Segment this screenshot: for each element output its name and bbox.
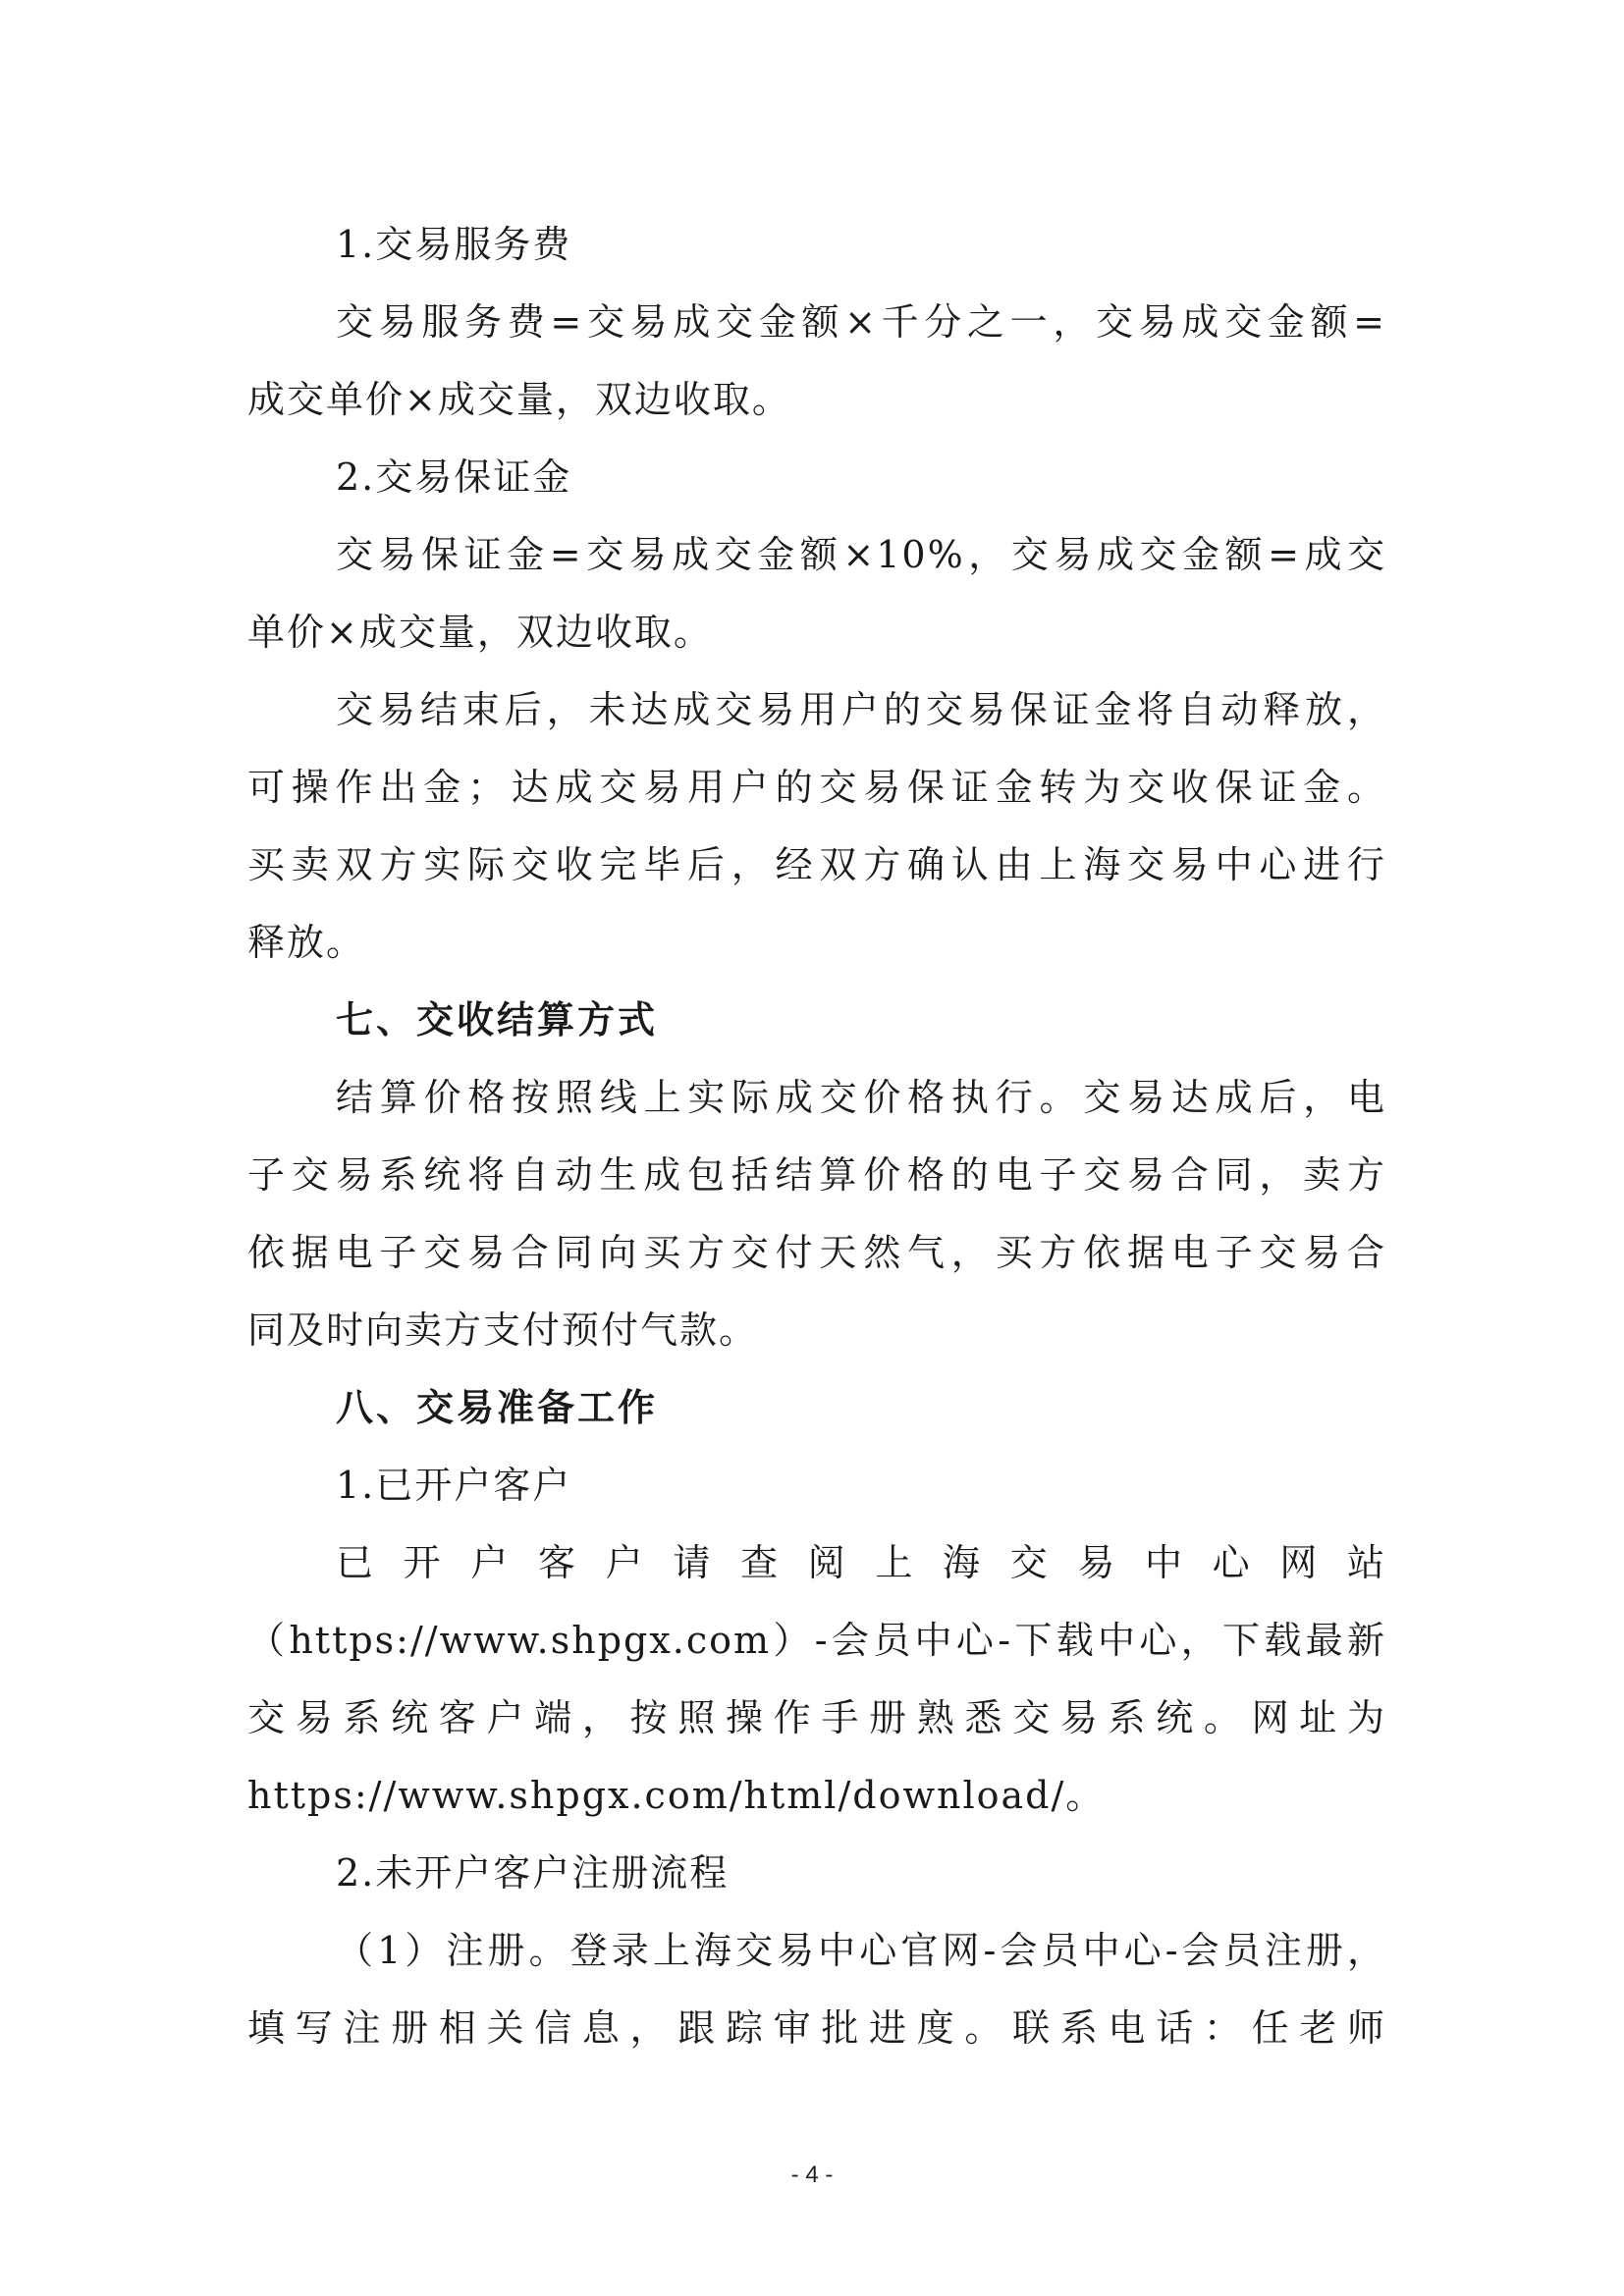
paragraph-line: 交易系统客户端，按照操作手册熟悉交易系统。网址为 bbox=[247, 1696, 1386, 1739]
paragraph-line: 依据电子交易合同向买方交付天然气，买方依据电子交易合 bbox=[247, 1231, 1386, 1274]
paragraph-line: 成交单价×成交量，双边收取。 bbox=[247, 378, 791, 421]
document-body bbox=[247, 206, 1386, 2067]
paragraph-line-url: （https://www.shpgx.com）-会员中心-下载中心，下载最新 bbox=[247, 1619, 1386, 1662]
download-url-line: https://www.shpgx.com/html/download/。 bbox=[247, 1774, 1106, 1817]
paragraph-line: 交易保证金=交易成交金额×10%，交易成交金额=成交 bbox=[336, 533, 1386, 576]
paragraph-line: 同及时向卖方支付预付气款。 bbox=[247, 1308, 759, 1352]
paragraph-line: 买卖双方实际交收完毕后，经双方确认由上海交易中心进行 bbox=[247, 843, 1386, 886]
paragraph-line: 单价×成交量，双边收取。 bbox=[247, 611, 713, 654]
page-number: - 4 - bbox=[790, 2162, 834, 2188]
subsection-title-registration: 2.未开户客户注册流程 bbox=[336, 1851, 730, 1895]
paragraph-line: 填写注册相关信息，跟踪审批进度。联系电话：任老师 bbox=[247, 2006, 1386, 2050]
paragraph-line: 已开户客户请查阅上海交易中心网站 bbox=[336, 1541, 1386, 1584]
subsection-title-existing-clients: 1.已开户客户 bbox=[336, 1464, 572, 1507]
subsection-title-margin: 2.交易保证金 bbox=[336, 455, 572, 499]
paragraph-line: 可操作出金；达成交易用户的交易保证金转为交收保证金。 bbox=[247, 766, 1386, 809]
paragraph-line: 交易服务费=交易成交金额×千分之一，交易成交金额= bbox=[336, 300, 1386, 344]
paragraph-line: 交易结束后，未达成交易用户的交易保证金将自动释放， bbox=[336, 688, 1386, 731]
section-heading-preparation: 八、交易准备工作 bbox=[336, 1386, 659, 1429]
paragraph-line: 结算价格按照线上实际成交价格执行。交易达成后，电 bbox=[336, 1076, 1386, 1119]
paragraph-line: 子交易系统将自动生成包括结算价格的电子交易合同，卖方 bbox=[247, 1153, 1386, 1197]
paragraph-line: （1）注册。登录上海交易中心官网-会员中心-会员注册， bbox=[336, 1929, 1386, 1972]
subsection-title-service-fee: 1.交易服务费 bbox=[336, 223, 572, 266]
paragraph-line: 释放。 bbox=[247, 921, 366, 964]
section-heading-settlement: 七、交收结算方式 bbox=[336, 998, 659, 1041]
